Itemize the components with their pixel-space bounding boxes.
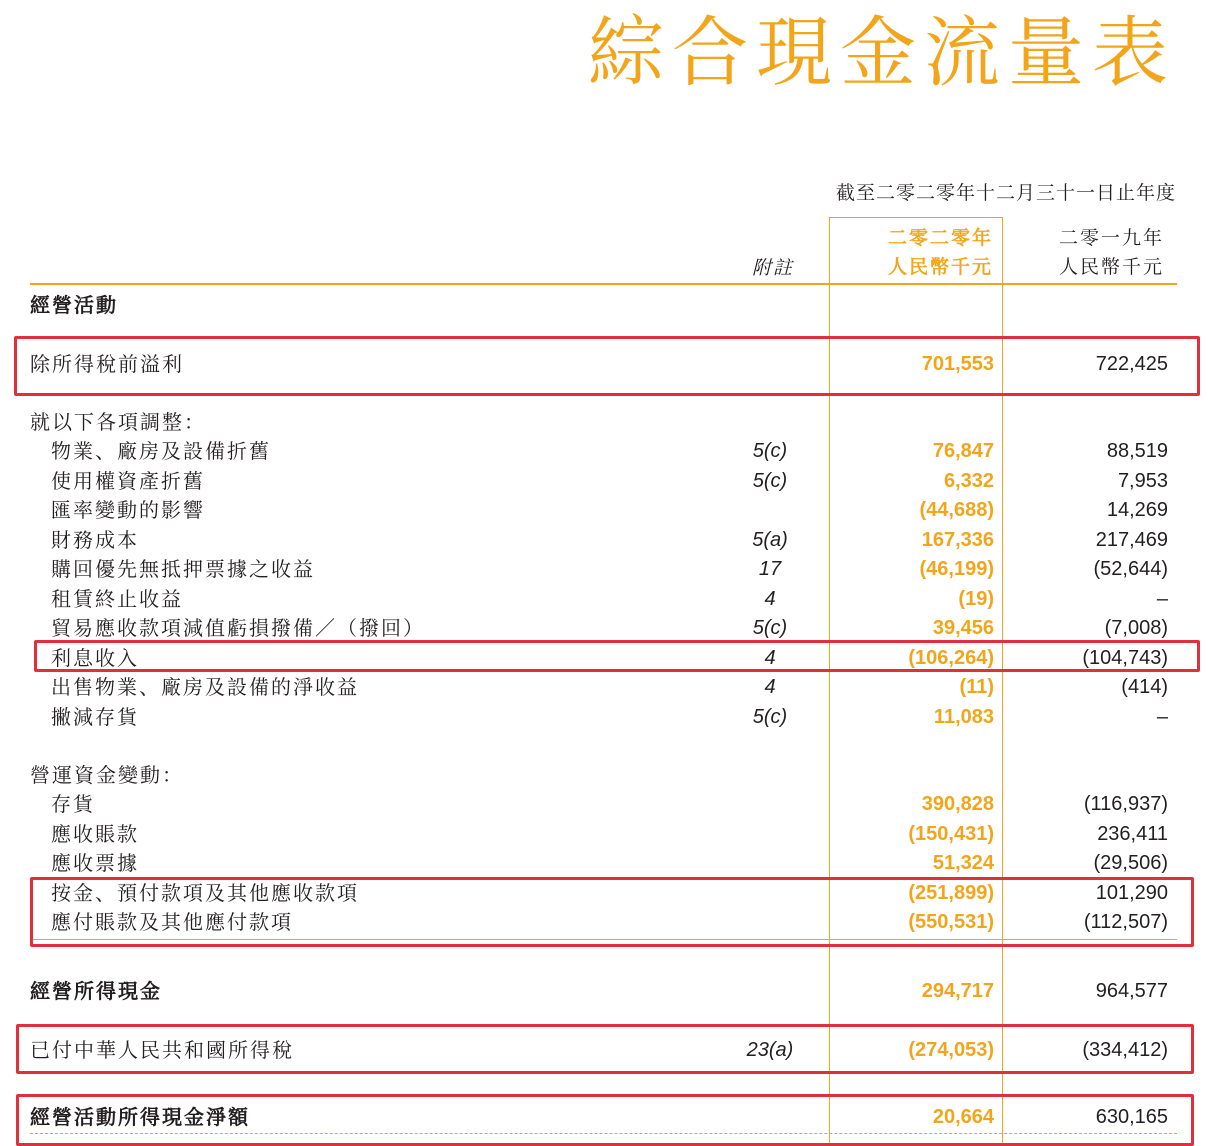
- prior-year-header: [1059, 224, 1164, 282]
- row-note: 5(a): [752, 529, 788, 551]
- row-label: 利息收入: [51, 646, 139, 670]
- row-label: 物業、廠房及設備折舊: [51, 439, 271, 463]
- row-note: 5(c): [752, 470, 788, 492]
- row-note: 4: [764, 676, 776, 698]
- row-note: 5(c): [752, 706, 788, 728]
- row-value-2020: (150,431): [908, 823, 994, 845]
- row-value-2020: 51,324: [932, 852, 994, 874]
- highlight-box-profit-before-tax: [14, 336, 1200, 396]
- row-value-2019: 722,425: [1095, 353, 1168, 375]
- row-label: 就以下各項調整：: [30, 410, 206, 434]
- prior-year-unit: 人民幣千元: [1058, 256, 1164, 278]
- row-value-2019: (29,506): [1093, 852, 1168, 874]
- row-value-2020: (46,199): [919, 558, 994, 580]
- row-value-2019: (116,937): [1083, 793, 1168, 815]
- table-row: [0, 760, 1208, 790]
- row-value-2019: 14,269: [1106, 499, 1168, 521]
- row-note: 23(a): [746, 1039, 794, 1061]
- table-row: [0, 789, 1208, 819]
- table-row: [0, 495, 1208, 525]
- row-label: 除所得稅前溢利: [30, 352, 184, 376]
- row-label: 已付中華人民共和國所得稅: [30, 1038, 294, 1062]
- table-row: [0, 407, 1208, 437]
- reporting-period: 截至二零二零年十二月三十一日止年度: [835, 182, 1176, 204]
- table-row: [0, 848, 1208, 878]
- row-value-2020: (106,264): [908, 647, 994, 669]
- row-note: 5(c): [752, 617, 788, 639]
- prior-year-label: 二零一九年: [1058, 227, 1164, 249]
- row-value-2019: 101,290: [1095, 882, 1168, 904]
- row-value-2019: –: [1156, 588, 1168, 610]
- page-title: 綜合現金流量表: [588, 8, 1176, 97]
- table-row: [0, 584, 1208, 614]
- row-value-2019: (334,412): [1082, 1039, 1168, 1061]
- row-label: 應付賬款及其他應付款項: [51, 910, 293, 934]
- highlight-box-interest-income: [34, 640, 1200, 672]
- row-value-2020: (274,053): [908, 1039, 994, 1061]
- row-value-2019: (104,743): [1082, 647, 1168, 669]
- table-row: [0, 525, 1208, 555]
- highlight-box-income-tax-paid: [16, 1024, 1194, 1074]
- row-value-2020: 76,847: [932, 440, 994, 462]
- row-note: 5(c): [752, 440, 788, 462]
- row-label: 存貨: [51, 792, 95, 816]
- table-row: [0, 672, 1208, 702]
- row-note: 17: [758, 558, 782, 580]
- row-label: 經營活動所得現金淨額: [30, 1105, 250, 1129]
- row-value-2019: –: [1156, 706, 1168, 728]
- row-label: 經營所得現金: [30, 979, 162, 1003]
- row-value-2019: 88,519: [1106, 440, 1168, 462]
- row-value-2020: 20,664: [932, 1106, 994, 1128]
- highlight-box-deposits-payables: [30, 877, 1194, 947]
- row-label: 按金、預付款項及其他應收款項: [51, 881, 359, 905]
- current-year-unit: 人民幣千元: [887, 256, 993, 278]
- row-value-2020: 11,083: [933, 706, 994, 728]
- header-rule: [30, 283, 1177, 285]
- table-row: [0, 702, 1208, 732]
- row-value-2019: 630,165: [1095, 1106, 1168, 1128]
- row-label: 財務成本: [51, 528, 139, 552]
- row-label: 撇減存貨: [51, 705, 139, 729]
- row-value-2020: (19): [958, 588, 994, 610]
- row-label: 應收賬款: [51, 822, 139, 846]
- row-value-2019: 7,953: [1117, 470, 1168, 492]
- table-row: [0, 819, 1208, 849]
- note-column-header: 附註: [752, 257, 795, 279]
- row-value-2019: (52,644): [1093, 558, 1168, 580]
- row-value-2020: 701,553: [921, 353, 994, 375]
- row-value-2019: 236,411: [1097, 823, 1168, 845]
- row-value-2020: 39,456: [932, 617, 994, 639]
- row-label: 應收票據: [51, 851, 139, 875]
- row-value-2020: 294,717: [921, 980, 994, 1002]
- row-value-2020: (11): [959, 676, 994, 698]
- row-label: 貿易應收款項減值虧損撥備／（撥回）: [51, 616, 425, 640]
- row-value-2019: (7,008): [1104, 617, 1168, 639]
- row-label: 購回優先無抵押票據之收益: [51, 557, 315, 581]
- row-label: 經營活動: [30, 293, 118, 317]
- row-label: 營運資金變動：: [30, 763, 184, 787]
- row-value-2020: 6,332: [943, 470, 994, 492]
- row-value-2019: 964,577: [1095, 980, 1168, 1002]
- current-year-header: [888, 224, 993, 282]
- row-value-2020: 167,336: [921, 529, 994, 551]
- row-note: 4: [764, 588, 776, 610]
- row-value-2020: 390,828: [921, 793, 994, 815]
- row-value-2020: (44,688): [919, 499, 994, 521]
- table-row: [0, 613, 1208, 643]
- table-row: [0, 976, 1208, 1006]
- row-value-2020: (550,531): [908, 911, 994, 933]
- row-label: 出售物業、廠房及設備的淨收益: [51, 675, 359, 699]
- row-label: 使用權資產折舊: [51, 469, 205, 493]
- row-value-2020: (251,899): [908, 882, 994, 904]
- row-note: 4: [764, 647, 776, 669]
- row-value-2019: (112,507): [1083, 911, 1168, 933]
- row-value-2019: (414): [1121, 676, 1168, 698]
- table-row: [0, 436, 1208, 466]
- row-value-2019: 217,469: [1095, 529, 1168, 551]
- current-year-label: 二零二零年: [887, 227, 993, 249]
- table-row: [0, 466, 1208, 496]
- highlight-box-net-operating-cash: [16, 1094, 1194, 1146]
- row-label: 匯率變動的影響: [51, 498, 205, 522]
- table-row: [0, 554, 1208, 584]
- row-label: 租賃終止收益: [51, 587, 183, 611]
- table-row: [0, 290, 1208, 320]
